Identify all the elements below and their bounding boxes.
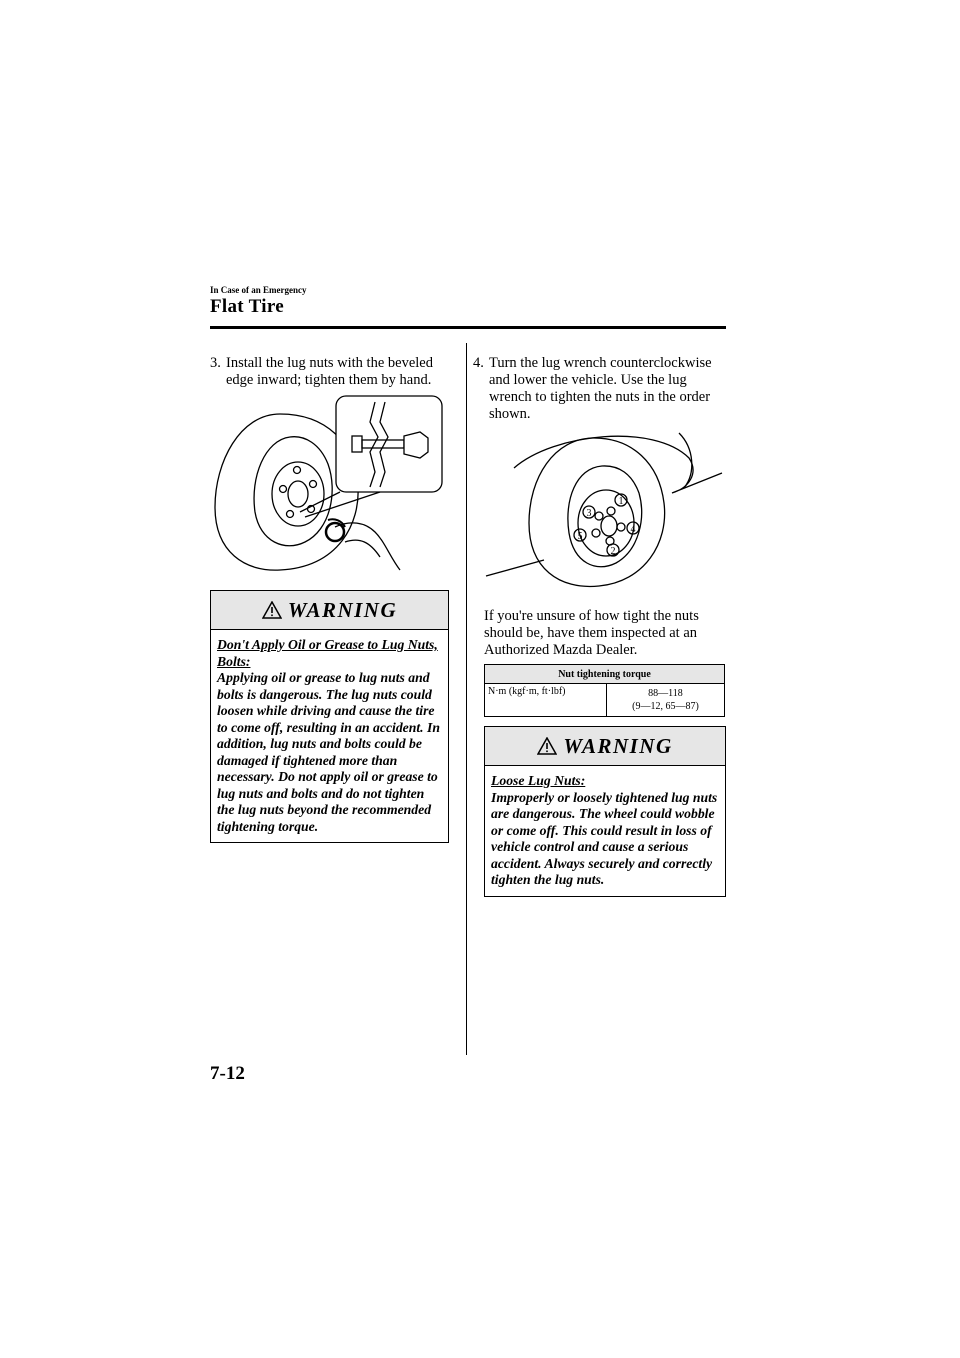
step-3-text: Install the lug nuts with the beveled edge inward; tighten them by hand. — [226, 355, 433, 388]
column-divider — [466, 343, 467, 1055]
warning-triangle-icon — [537, 737, 557, 755]
warning-text: Improperly or loosely tightened lug nuts are dangerous. The wheel could wobble or come off. This could result in loss of vehicle control and cause a serious accident. Always securely and correctly tighten the lug nuts. — [491, 789, 718, 887]
title-rule — [210, 326, 726, 329]
page-title: Flat Tire — [210, 296, 284, 317]
warning-subtitle: Loose Lug Nuts: — [491, 773, 586, 788]
warning-title: WARNING — [563, 733, 673, 758]
lug-nut-install-illustration — [210, 392, 450, 577]
warning-box-loose-nuts — [484, 726, 726, 897]
torque-table — [484, 664, 725, 717]
warning-triangle-icon — [262, 601, 282, 619]
warning-text: Applying oil or grease to lug nuts and bolts is dangerous. The lug nuts could loosen while driving and cause the tire to come off, resulting in an accident. In addition, lug nuts and bolts could be damaged if tightened more than necessary. Do not apply oil or grease to lug nuts and bolts and do not tighten the lug nuts beyond the recommended tightening torque. — [217, 670, 440, 834]
warning-title: WARNING — [287, 597, 398, 622]
order-label-3: 3 — [586, 508, 592, 519]
order-label-2: 2 — [610, 546, 616, 557]
warning-header — [211, 591, 448, 630]
step-4-number: 4. — [473, 355, 484, 371]
torque-unit-cell: N·m (kgf·m, ft·lbf) — [485, 684, 607, 717]
step-3-number: 3. — [210, 355, 221, 371]
torque-value-alt: (9―12, 65―87) — [632, 701, 699, 712]
page-number: 7-12 — [210, 1063, 245, 1084]
step-4 — [473, 355, 728, 423]
step-4-text: Turn the lug wrench counterclockwise and lower the vehicle. Use the lug wrench to tighten the nuts in the order shown. — [489, 355, 712, 422]
warning-subtitle: Don't Apply Oil or Grease to Lug Nuts, Bolts: — [217, 637, 438, 669]
torque-value-cell — [607, 684, 725, 717]
step-3 — [210, 355, 455, 389]
tightening-order-illustration — [484, 428, 726, 598]
warning-header — [485, 727, 725, 766]
torque-value-nm: 88―118 — [648, 688, 683, 699]
inspection-note: If you're unsure of how tight the nuts should be, have them inspected at an Authorized Mazda Dealer. — [484, 608, 699, 658]
order-label-4: 4 — [630, 524, 636, 535]
warning-box-oil-grease — [210, 590, 449, 843]
order-label-5: 5 — [577, 531, 583, 542]
section-label: In Case of an Emergency — [210, 285, 307, 295]
order-label-1: 1 — [618, 496, 624, 507]
torque-table-header: Nut tightening torque — [485, 665, 725, 684]
